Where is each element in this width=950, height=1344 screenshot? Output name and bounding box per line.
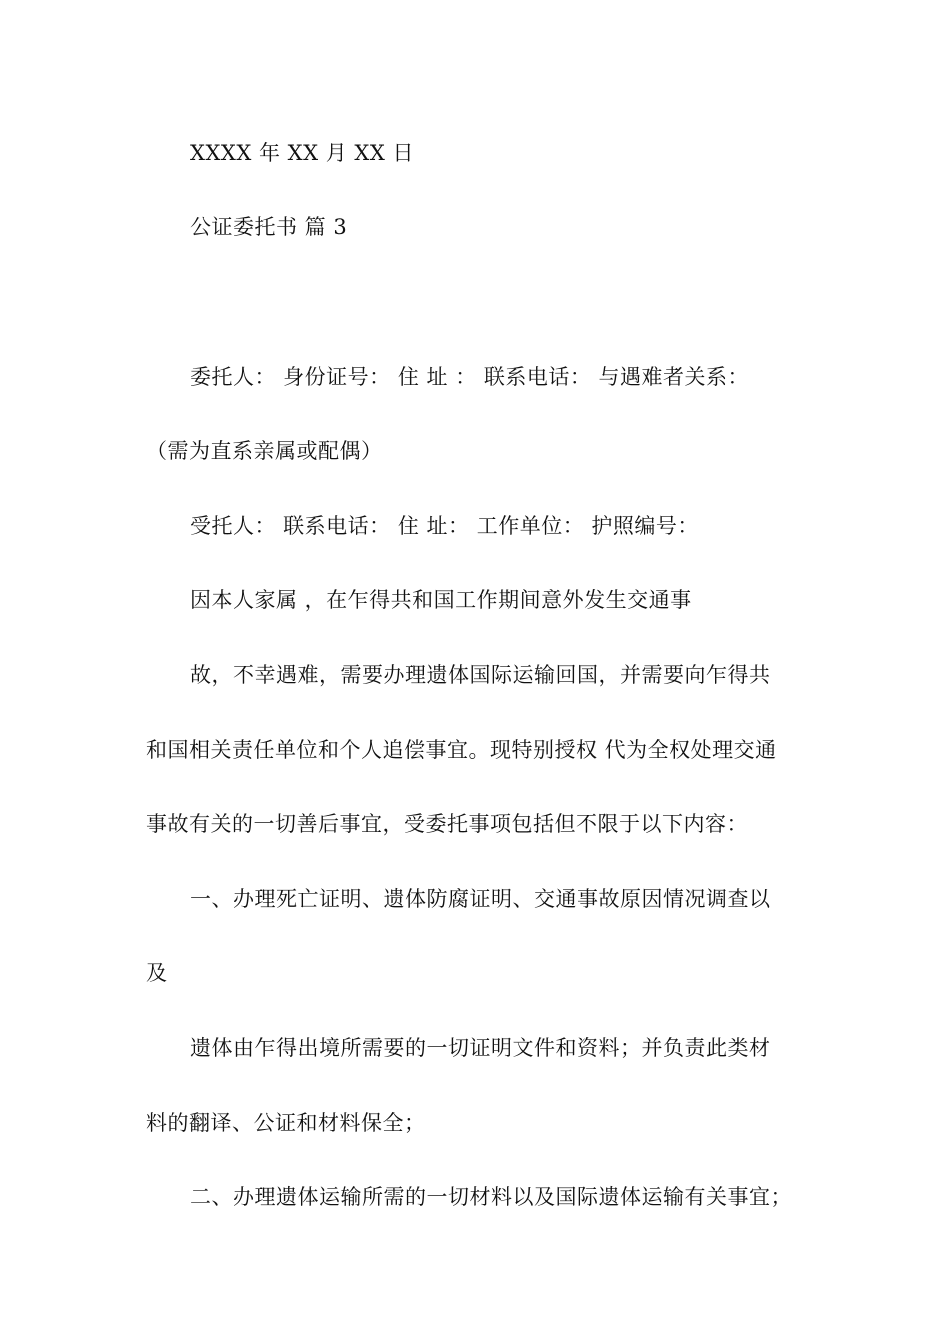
list-item-line: 遗体由乍得出境所需要的一切证明文件和资料；并负责此类材 bbox=[190, 1036, 771, 1060]
list-item-line: 一、办理死亡证明、遗体防腐证明、交通事故原因情况调查以 bbox=[190, 887, 771, 911]
body-paragraph-line: 故，不幸遇难，需要办理遗体国际运输回国，并需要向乍得共 bbox=[190, 663, 771, 687]
principal-info-line: 委托人： 身份证号： 住 址 ： 联系电话： 与遇难者关系： bbox=[190, 365, 750, 389]
document-title: 公证委托书 篇 3 bbox=[190, 215, 348, 239]
body-paragraph-line: 和国相关责任单位和个人追偿事宜。现特别授权 代为全权处理交通 bbox=[146, 738, 777, 762]
body-paragraph-line: 因本人家属 ，在乍得共和国工作期间意外发生交通事 bbox=[190, 588, 692, 612]
list-item-line: 料的翻译、公证和材料保全； bbox=[146, 1111, 426, 1135]
list-item-line: 及 bbox=[146, 961, 168, 985]
relation-note-line: （需为直系亲属或配偶） bbox=[146, 439, 383, 463]
agent-info-line: 受托人： 联系电话： 住 址： 工作单位： 护照编号： bbox=[190, 514, 699, 538]
body-paragraph-line: 事故有关的一切善后事宜，受委托事项包括但不限于以下内容： bbox=[146, 812, 748, 836]
list-item-line: 二、办理遗体运输所需的一切材料以及国际遗体运输有关事宜； bbox=[190, 1185, 792, 1209]
date-line: XXXX 年 XX 月 XX 日 bbox=[190, 141, 414, 165]
